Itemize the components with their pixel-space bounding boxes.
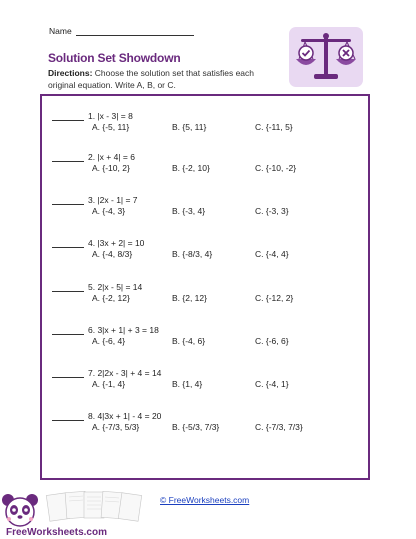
option-a: A. {-4, 3} bbox=[92, 206, 126, 216]
equation: 4. |3x + 2| = 10 bbox=[88, 238, 145, 248]
directions-text: Choose the solution set that satisfies each original equation. Write A, B, or C. bbox=[48, 68, 255, 90]
option-b: B. {1, 4} bbox=[172, 379, 203, 389]
option-a: A. {-7/3, 5/3} bbox=[92, 422, 140, 432]
name-label: Name bbox=[49, 26, 72, 36]
option-a: A. {-10, 2} bbox=[92, 163, 130, 173]
answer-blank[interactable] bbox=[52, 240, 84, 248]
problem-8 bbox=[52, 411, 303, 434]
freeworksheets-logo bbox=[0, 488, 160, 539]
problem-4 bbox=[52, 238, 289, 261]
svg-text:FreeWorksheets.com: FreeWorksheets.com bbox=[6, 527, 107, 538]
directions-label: Directions: bbox=[48, 68, 93, 78]
option-c: C. {-12, 2} bbox=[255, 293, 294, 303]
option-a: A. {-1, 4} bbox=[92, 379, 126, 389]
name-row bbox=[49, 26, 194, 36]
option-b: B. {2, 12} bbox=[172, 293, 207, 303]
problem-6 bbox=[52, 325, 289, 348]
option-c: C. {-10, -2} bbox=[255, 163, 297, 173]
answer-blank[interactable] bbox=[52, 113, 84, 121]
answer-blank[interactable] bbox=[52, 197, 84, 205]
answer-blank[interactable] bbox=[52, 154, 84, 162]
problem-7 bbox=[52, 368, 289, 391]
problem-1 bbox=[52, 111, 293, 134]
option-b: B. {-4, 6} bbox=[172, 336, 206, 346]
option-a: A. {-6, 4} bbox=[92, 336, 126, 346]
freeworksheets-link[interactable]: © FreeWorksheets.com bbox=[160, 495, 250, 505]
equation: 7. 2|2x - 3| + 4 = 14 bbox=[88, 368, 162, 378]
balance-scale-icon bbox=[289, 27, 363, 87]
problem-5 bbox=[52, 282, 294, 305]
option-b: B. {-8/3, 4} bbox=[172, 249, 213, 259]
directions bbox=[48, 67, 283, 91]
answer-blank[interactable] bbox=[52, 370, 84, 378]
option-b: B. {-3, 4} bbox=[172, 206, 206, 216]
equation: 3. |2x - 1| = 7 bbox=[88, 195, 138, 205]
equation: 1. |x - 3| = 8 bbox=[88, 111, 133, 121]
problem-3 bbox=[52, 195, 289, 218]
worksheet-title: Solution Set Showdown bbox=[48, 51, 181, 65]
option-c: C. {-4, 4} bbox=[255, 249, 289, 259]
option-c: C. {-3, 3} bbox=[255, 206, 289, 216]
option-c: C. {-6, 6} bbox=[255, 336, 289, 346]
option-a: A. {-4, 8/3} bbox=[92, 249, 133, 259]
option-c: C. {-7/3, 7/3} bbox=[255, 422, 303, 432]
answer-blank[interactable] bbox=[52, 284, 84, 292]
name-blank-line[interactable] bbox=[76, 28, 194, 36]
equation: 8. 4|3x + 1| - 4 = 20 bbox=[88, 411, 162, 421]
equation: 6. 3|x + 1| + 3 = 18 bbox=[88, 325, 159, 335]
option-b: B. {5, 11} bbox=[172, 122, 207, 132]
answer-blank[interactable] bbox=[52, 413, 84, 421]
option-c: C. {-11, 5} bbox=[255, 122, 293, 132]
problem-2 bbox=[52, 152, 297, 175]
option-a: A. {-5, 11} bbox=[92, 122, 130, 132]
option-b: B. {-5/3, 7/3} bbox=[172, 422, 220, 432]
equation: 2. |x + 4| = 6 bbox=[88, 152, 135, 162]
answer-blank[interactable] bbox=[52, 327, 84, 335]
option-b: B. {-2, 10} bbox=[172, 163, 210, 173]
option-c: C. {-4, 1} bbox=[255, 379, 289, 389]
equation: 5. 2|x - 5| = 14 bbox=[88, 282, 143, 292]
option-a: A. {-2, 12} bbox=[92, 293, 130, 303]
